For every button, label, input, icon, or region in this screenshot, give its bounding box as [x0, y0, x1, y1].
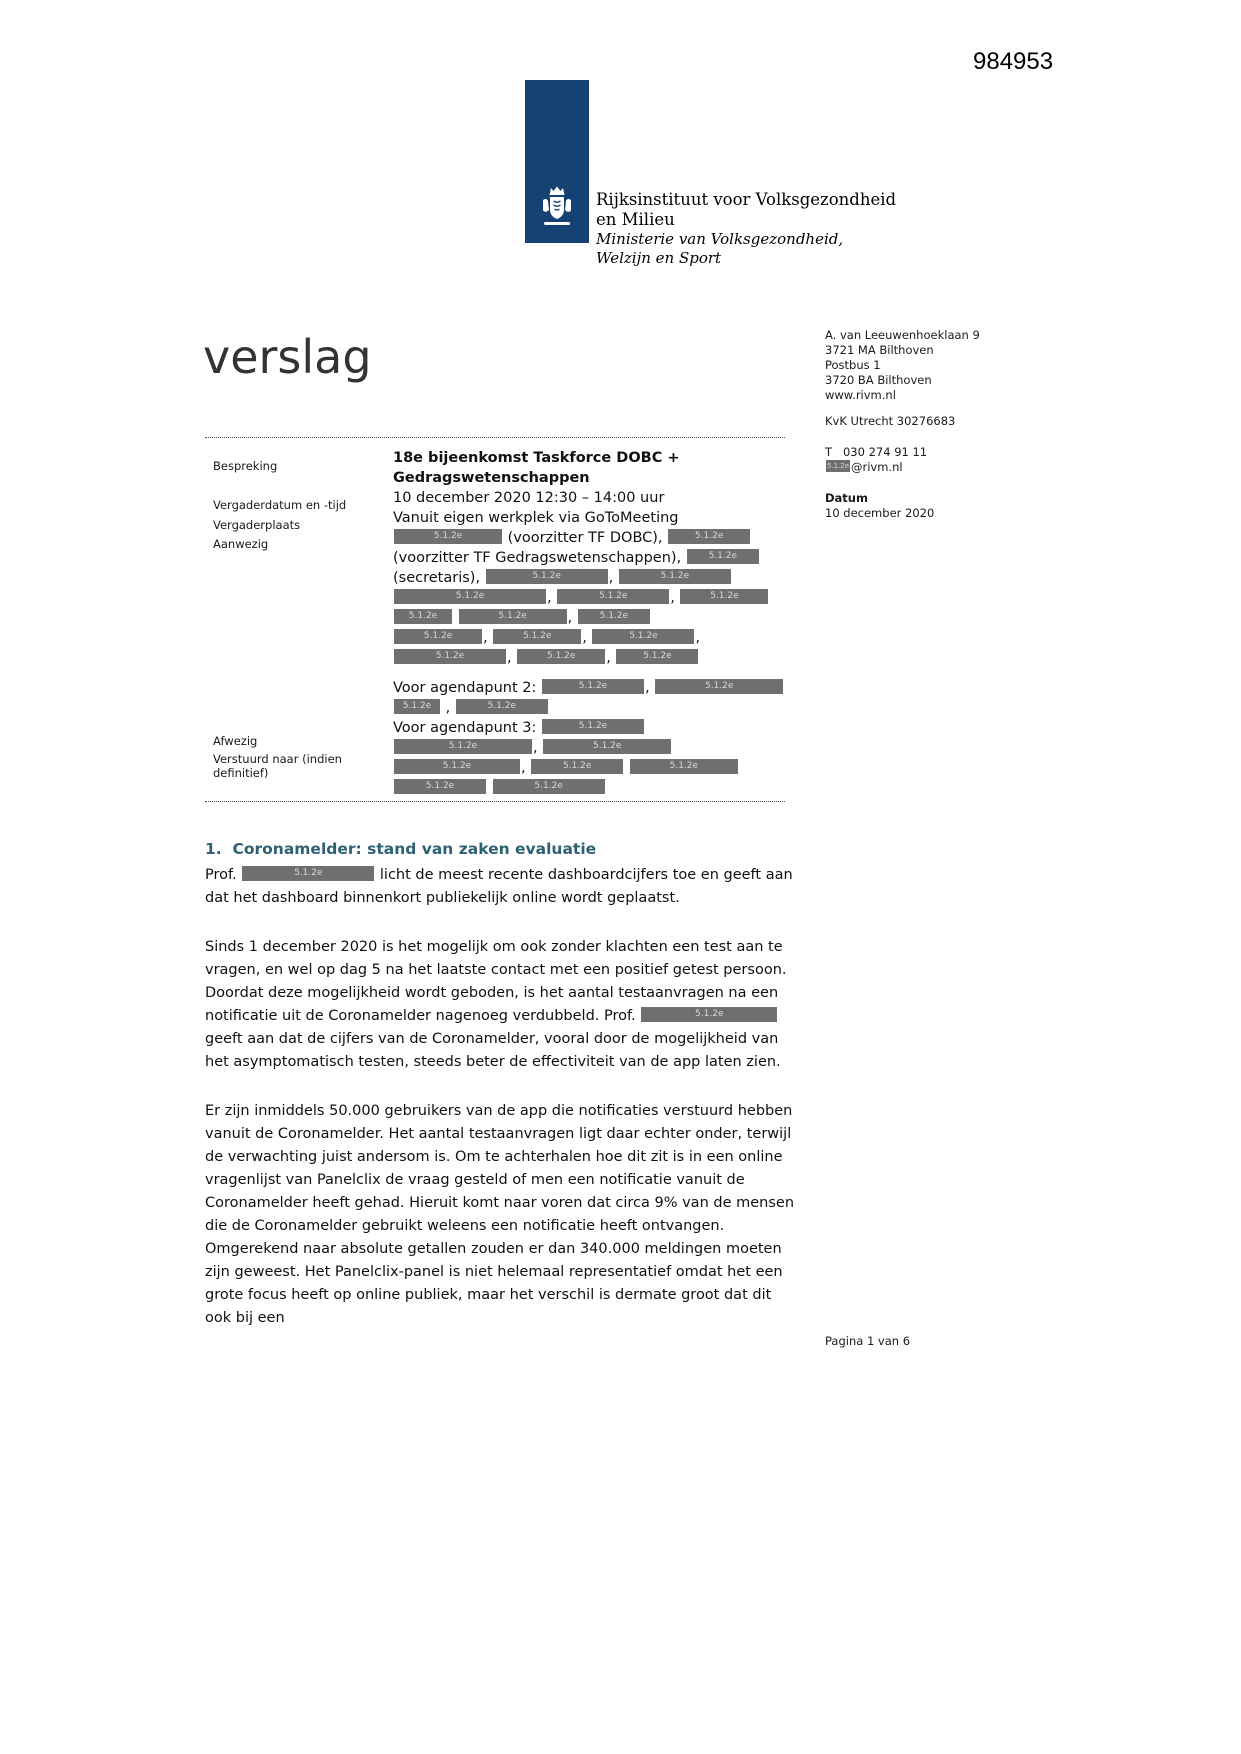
redaction-box: 5.1.2e [517, 649, 605, 664]
redaction-box: 5.1.2e [394, 609, 452, 624]
redaction-box: 5.1.2e [578, 609, 650, 624]
aanwezig-line: 5.1.2e 5.1.2e , 5.1.2e [393, 608, 803, 628]
redaction-box: 5.1.2e [655, 679, 783, 694]
separator-bottom [205, 801, 785, 802]
label-vergaderdatum: Vergaderdatum en -tijd [213, 498, 347, 512]
verstuurd-line [393, 778, 803, 798]
redaction-box: 5.1.2e [630, 759, 738, 774]
aanwezig-line: 5.1.2e , 5.1.2e , 5.1.2e [393, 648, 803, 668]
doc-number: 984953 [973, 48, 1054, 75]
redaction-box: 5.1.2e [542, 719, 644, 734]
redaction-box: 5.1.2e [493, 629, 581, 644]
redaction-box: 5.1.2e [242, 866, 374, 881]
redaction-box: 5.1.2e [459, 609, 567, 624]
agendapunt3-line: Voor agendapunt 3: 5.1.2e [393, 718, 803, 738]
page-title: verslag [203, 330, 372, 384]
aanwezig-line: 5.1.2e (voorzitter TF DOBC), 5.1.2e [393, 528, 803, 548]
redaction-box: 5.1.2e [394, 759, 520, 774]
aanwezig-line: (voorzitter TF Gedragswetenschappen), 5.1.2e [393, 548, 803, 568]
label-vergaderplaats: Vergaderplaats [213, 518, 301, 532]
logo-bar [525, 80, 589, 243]
org-name-line1: Rijksinstituut voor Volksgezondheid [596, 190, 897, 209]
datum-value: 10 december 2020 [825, 506, 935, 520]
redaction-box: 5.1.2e [592, 629, 694, 644]
redaction-box: 5.1.2e [394, 779, 486, 794]
spacer [825, 429, 1035, 445]
verstuurd-line: 5.1.2e , 5.1.2e 5.1.2e [393, 758, 803, 778]
address-line: Postbus 1 [825, 358, 881, 372]
label-aanwezig: Aanwezig [213, 537, 269, 551]
redaction-box: 5.1.2e [394, 529, 502, 544]
redaction-box: 5.1.2e [394, 629, 482, 644]
address-line: 3721 MA Bilthoven [825, 343, 934, 357]
redaction-box: 5.1.2e [493, 779, 605, 794]
redaction-box: 5.1.2e [668, 529, 750, 544]
paragraph-3: Er zijn inmiddels 50.000 gebruikers van de app die notificaties verstuurd hebben vanuit de Coronamelder. Het aantal testaanvragen ligt daar echter onder, terwijl de verwachting juist andersom is. Om te achterhalen hoe dit zit is in een online vragenlijst van Panelclix de vraag gesteld of men een notificatie vanuit de Coronamelder heeft gehad. Hieruit komt naar voren dat circa 9% van de mensen die de Coronamelder gebruikt weleens een notificatie heeft ontvangen. Omgerekend naar absolute getallen zouden er dan 340.000 meldingen moeten zijn geweest. Het Panelclix-panel is niet helemaal representatief omdat het een grote focus heeft op online publiek, maar het verschil is dermate groot dat dit ook bij een [205, 1103, 795, 1326]
contact-info [825, 328, 1035, 521]
datum-label: Datum [825, 491, 868, 505]
aanwezig-line: 5.1.2e , 5.1.2e , 5.1.2e , [393, 628, 803, 648]
meeting-title-line2: Gedragswetenschappen [393, 470, 590, 486]
redaction-box: 5.1.2e [680, 589, 768, 604]
agendapunt2-line: Voor agendapunt 2: 5.1.2e , 5.1.2e [393, 678, 803, 698]
coat-of-arms-icon [537, 185, 577, 237]
redaction-box: 5.1.2e [486, 569, 608, 584]
spacer [825, 403, 1035, 414]
label-verstuurd: Verstuurd naar (indien definitief) [213, 752, 342, 780]
redaction-box: 5.1.2e [394, 739, 532, 754]
kvk-line: KvK Utrecht 30276683 [825, 414, 956, 428]
redaction-box: 5.1.2e [687, 549, 759, 564]
paragraph-1: Prof. 5.1.2e licht de meest recente dashboardcijfers toe en geeft aan dat het dashboard binnenkort publiekelijk online wordt geplaatst. [205, 867, 793, 906]
spacer [825, 475, 1035, 491]
redaction-box: 5.1.2e [542, 679, 644, 694]
redaction-box: 5.1.2e [456, 699, 548, 714]
address-line: A. van Leeuwenhoeklaan 9 [825, 328, 980, 342]
redaction-box: 5.1.2e [616, 649, 698, 664]
redaction-box: 5.1.2e [394, 699, 440, 714]
label-afwezig: Afwezig [213, 734, 258, 748]
afwezig-line: 5.1.2e , 5.1.2e [393, 738, 803, 758]
aanwezig-line: 5.1.2e , 5.1.2e , 5.1.2e [393, 588, 803, 608]
meeting-title-line1: 18e bijeenkomst Taskforce DOBC + [393, 450, 680, 466]
redaction-box: 5.1.2e [557, 589, 669, 604]
website-text: www.rivm.nl [825, 388, 896, 402]
email-line: 5.1.2e @rivm.nl [826, 460, 903, 474]
paragraph-2: Sinds 1 december 2020 is het mogelijk om ook zonder klachten een test aan te vragen, en wel op dag 5 na het laatste contact met een positief getest persoon. Doordat deze mogelijkheid wordt geboden, is het aantal testaanvragen na een notificatie uit de Coronamelder nagenoeg verdubbeld. Prof. 5.1.2e geeft aan dat de cijfers van de Coronamelder, vooral door de mogelijkheid van het asymptomatisch testen, steeds beter de effectiviteit van de app laten zien. [205, 939, 787, 1070]
phone-line: T 030 274 91 11 [825, 445, 928, 459]
meeting-location: Vanuit eigen werkplek via GoToMeeting [393, 510, 679, 526]
redaction-box: 5.1.2e [826, 462, 850, 470]
address-line: 3720 BA Bilthoven [825, 373, 932, 387]
meta-values [393, 448, 803, 798]
section-heading: 1. Coronamelder: stand van zaken evaluatie [205, 840, 597, 858]
redaction-box: 5.1.2e [543, 739, 671, 754]
agendapunt2-line: 5.1.2e , 5.1.2e [393, 698, 803, 718]
org-name-line2: en Milieu [596, 210, 675, 229]
meeting-datetime: 10 december 2020 12:30 – 14:00 uur [393, 490, 665, 506]
separator-top [205, 437, 785, 438]
label-bespreking: Bespreking [213, 459, 278, 473]
redaction-box: 5.1.2e [619, 569, 731, 584]
page-number: Pagina 1 van 6 [825, 1334, 911, 1348]
redaction-box: 5.1.2e [641, 1007, 777, 1022]
ministry-line2: Welzijn en Sport [596, 249, 722, 267]
ministry-line1: Ministerie van Volksgezondheid, [596, 230, 844, 248]
redaction-box: 5.1.2e [394, 589, 546, 604]
logo-text [596, 190, 896, 268]
redaction-box: 5.1.2e [394, 649, 506, 664]
redaction-box: 5.1.2e [531, 759, 623, 774]
aanwezig-line: (secretaris), 5.1.2e , 5.1.2e [393, 568, 803, 588]
